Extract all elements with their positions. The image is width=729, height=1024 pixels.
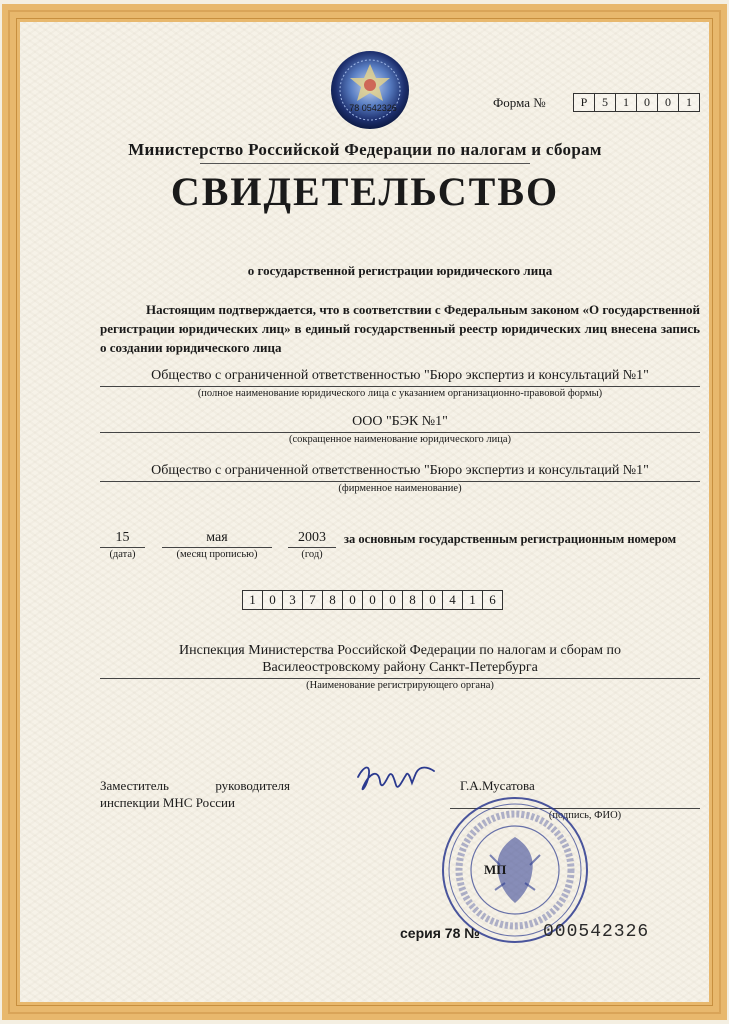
ogrn-boxes [242,590,503,610]
ogrn-cell: 0 [342,590,362,610]
hologram-serial: 78 0542326 [349,103,397,113]
form-code-cell: Р [573,93,594,112]
date-year-line [288,547,336,548]
authority-line2: Василеостровскому району Санкт-Петербурга [262,660,538,675]
firm-name-caption: (фирменное наименование) [338,483,462,494]
certificate-subtitle: о государственной регистрации юридического лица [247,263,553,278]
stamp-label: МП [484,862,507,877]
form-code-boxes [573,93,700,112]
date-year-caption: (год) [301,549,323,560]
short-name-line [100,432,700,433]
signatory-name: Г.А.Мусатова [460,778,535,793]
short-name-caption: (сокращенное наименование юридического лица) [288,434,512,445]
authority-line1: Инспекция Министерства Российской Федерации по налогам и сборам по [179,643,621,658]
ministry-heading: Министерство Российской Федерации по налогам и сборам [128,140,602,159]
ogrn-cell: 0 [362,590,382,610]
ogrn-cell: 1 [242,590,262,610]
form-code-cell: 0 [636,93,657,112]
form-code-cell: 1 [678,93,700,112]
signatory-position-line1: Заместитель руководителя [100,778,290,793]
intro-text: Настоящим подтверждается, что в соответствии с Федеральным законом «О государственной регистрации юридических лиц» в единый государственный реестр юридических лиц внесена запись о создании юридического лица [100,302,700,355]
signatory-position-line2: инспекции МНС России [100,795,235,810]
certificate-title: СВИДЕТЕЛЬСТВО [170,169,560,214]
ogrn-cell: 0 [382,590,402,610]
registration-number-label: за основным государственным регистрационным номером [344,532,677,546]
ogrn-cell: 7 [302,590,322,610]
date-month-caption: (месяц прописью) [176,549,258,560]
intro-paragraph [100,300,700,357]
authority-caption: (Наименование регистрирующего органа) [306,680,494,691]
form-code-cell: 0 [657,93,678,112]
form-label: Форма № [493,95,546,110]
short-name-value: ООО "БЭК №1" [352,414,448,429]
ogrn-cell: 0 [422,590,442,610]
date-month-line [162,547,272,548]
ogrn-cell: 1 [462,590,482,610]
hologram-seal-icon [330,50,410,130]
form-code-cell: 1 [615,93,636,112]
ogrn-cell: 8 [322,590,342,610]
signature-caption: (подпись, ФИО) [548,810,622,821]
firm-name-value: Общество с ограниченной ответственностью "Бюро экспертиз и консультаций №1" [151,463,649,478]
ogrn-cell: 3 [282,590,302,610]
ogrn-cell: 8 [402,590,422,610]
series-label: серия 78 № [400,925,480,941]
form-code-cell: 5 [594,93,615,112]
ogrn-cell: 4 [442,590,462,610]
series-number: 000542326 [543,922,650,942]
authority-line [100,678,700,679]
date-year-value: 2003 [298,530,326,545]
date-month-value: мая [206,530,228,545]
ogrn-cell: 6 [482,590,503,610]
firm-name-line [100,481,700,482]
ministry-rule [200,163,530,164]
full-name-value: Общество с ограниченной ответственностью "Бюро экспертиз и консультаций №1" [151,368,649,383]
date-day-value: 15 [115,530,130,545]
signature-icon [350,755,440,805]
date-day-caption: (дата) [109,549,136,560]
full-name-line [100,386,700,387]
full-name-caption: (полное наименование юридического лица с указанием организационно-правовой формы) [197,388,603,399]
date-day-line [100,547,145,548]
ogrn-cell: 0 [262,590,282,610]
